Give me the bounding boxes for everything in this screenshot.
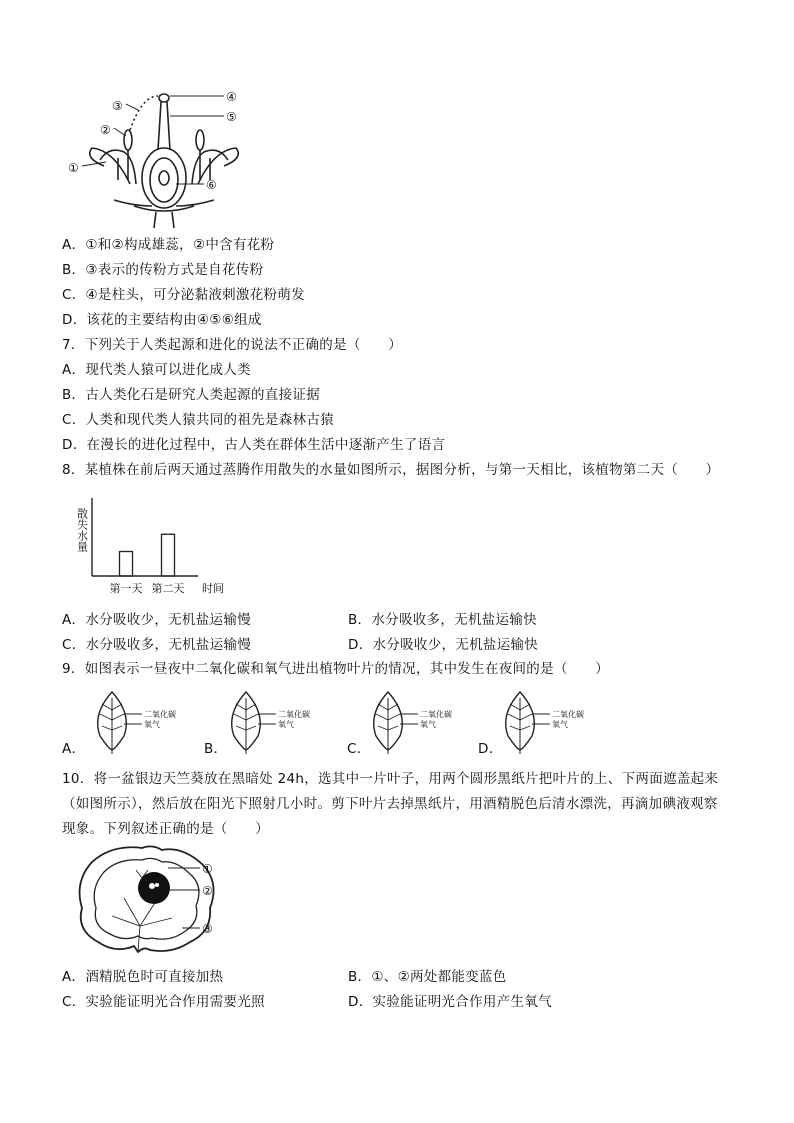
leaf-label-1: ① xyxy=(202,862,213,876)
q8-option-c: C．水分吸收多，无机盐运输慢 xyxy=(62,637,252,653)
q9-option-b: B． xyxy=(204,741,228,757)
leaf-label-2: ② xyxy=(202,884,213,898)
o2-label: 氧气 xyxy=(278,720,294,729)
flower-structure-figure xyxy=(64,88,264,228)
flower-label-4: ④ xyxy=(226,90,237,104)
q10-option-d: D．实验能证明光合作用产生氧气 xyxy=(348,994,552,1010)
flower-label-3: ③ xyxy=(112,99,123,113)
x-tick-label-2: 第二天 xyxy=(151,582,185,595)
o2-label: 氧气 xyxy=(420,720,436,729)
q7-option-c: C．人类和现代类人猿共同的祖先是森林古猿 xyxy=(62,412,334,428)
q8-option-b: B．水分吸收多，无机盐运输快 xyxy=(348,612,537,628)
co2-label: 二氧化碳 xyxy=(420,710,452,719)
q9-option-a: A． xyxy=(62,741,86,757)
q9-stem: 9．如图表示一昼夜中二氧化碳和氧气进出植物叶片的情况，其中发生在夜间的是（ ） xyxy=(62,661,610,677)
q8-option-d: D．水分吸收少，无机盐运输快 xyxy=(348,637,539,653)
q7-stem: 7．下列关于人类起源和进化的说法不正确的是（ ） xyxy=(62,337,403,353)
flower-label-1: ① xyxy=(68,161,79,175)
leaf-figure-b xyxy=(224,688,324,754)
q7-option-d: D．在漫长的进化过程中，古人类在群体生活中逐渐产生了语言 xyxy=(62,437,446,453)
q6-option-a: A．①和②构成雄蕊，②中含有花粉 xyxy=(62,237,275,253)
x-tick-label-1: 第一天 xyxy=(109,582,143,595)
o2-label: 氧气 xyxy=(144,720,160,729)
o2-label: 氧气 xyxy=(552,720,568,729)
q7-option-b: B．古人类化石是研究人类起源的直接证据 xyxy=(62,387,320,403)
transpiration-bar-chart xyxy=(75,494,244,600)
leaf-figure-d xyxy=(498,688,598,754)
q6-option-c: C．④是柱头，可分泌黏液刺激花粉萌发 xyxy=(62,287,305,303)
flower-label-6: ⑥ xyxy=(206,178,217,192)
chart-xlabel: 时间 xyxy=(202,582,224,595)
q10-stem-line-1: 10．将一盆银边天竺葵放在黑暗处 24h，选其中一片叶子，用两个圆形黑纸片把叶片的上、下两面遮盖起来 xyxy=(62,771,719,787)
co2-label: 二氧化碳 xyxy=(278,710,310,719)
flower-label-5: ⑤ xyxy=(226,110,237,124)
geranium-leaf-figure xyxy=(72,842,232,962)
bar-1 xyxy=(120,552,133,576)
chart-ylabel: 散失水量 xyxy=(75,508,89,552)
q7-option-a: A．现代类人猿可以进化成人类 xyxy=(62,362,251,378)
co2-label: 二氧化碳 xyxy=(144,710,176,719)
leaf-figure-c xyxy=(366,688,466,754)
q8-option-a: A．水分吸收少，无机盐运输慢 xyxy=(62,612,251,628)
leaf-figure-a xyxy=(90,688,190,754)
q10-option-a: A．酒精脱色时可直接加热 xyxy=(62,969,224,985)
q10-stem-line-2: （如图所示），然后放在阳光下照射几小时。剪下叶片去掉黑纸片，用酒精脱色后清水漂洗，再滴加碘液观察 xyxy=(62,796,718,812)
q6-option-d: D．该花的主要结构由④⑤⑥组成 xyxy=(62,312,262,328)
co2-label: 二氧化碳 xyxy=(552,710,584,719)
leaf-label-3: ③ xyxy=(202,922,213,936)
q6-option-b: B．③表示的传粉方式是自花传粉 xyxy=(62,262,264,278)
flower-label-2: ② xyxy=(100,123,111,137)
q8-stem: 8．某植株在前后两天通过蒸腾作用散失的水量如图所示，据图分析，与第一天相比，该植物第二天（ ） xyxy=(62,462,720,478)
q9-option-c: C． xyxy=(347,741,371,757)
bar-2 xyxy=(162,534,175,576)
q10-stem-line-3: 现象。下列叙述正确的是（ ） xyxy=(62,821,269,837)
q10-option-c: C．实验能证明光合作用需要光照 xyxy=(62,994,265,1010)
q10-option-b: B．①、②两处都能变蓝色 xyxy=(348,969,507,985)
q9-option-d: D． xyxy=(478,741,503,757)
